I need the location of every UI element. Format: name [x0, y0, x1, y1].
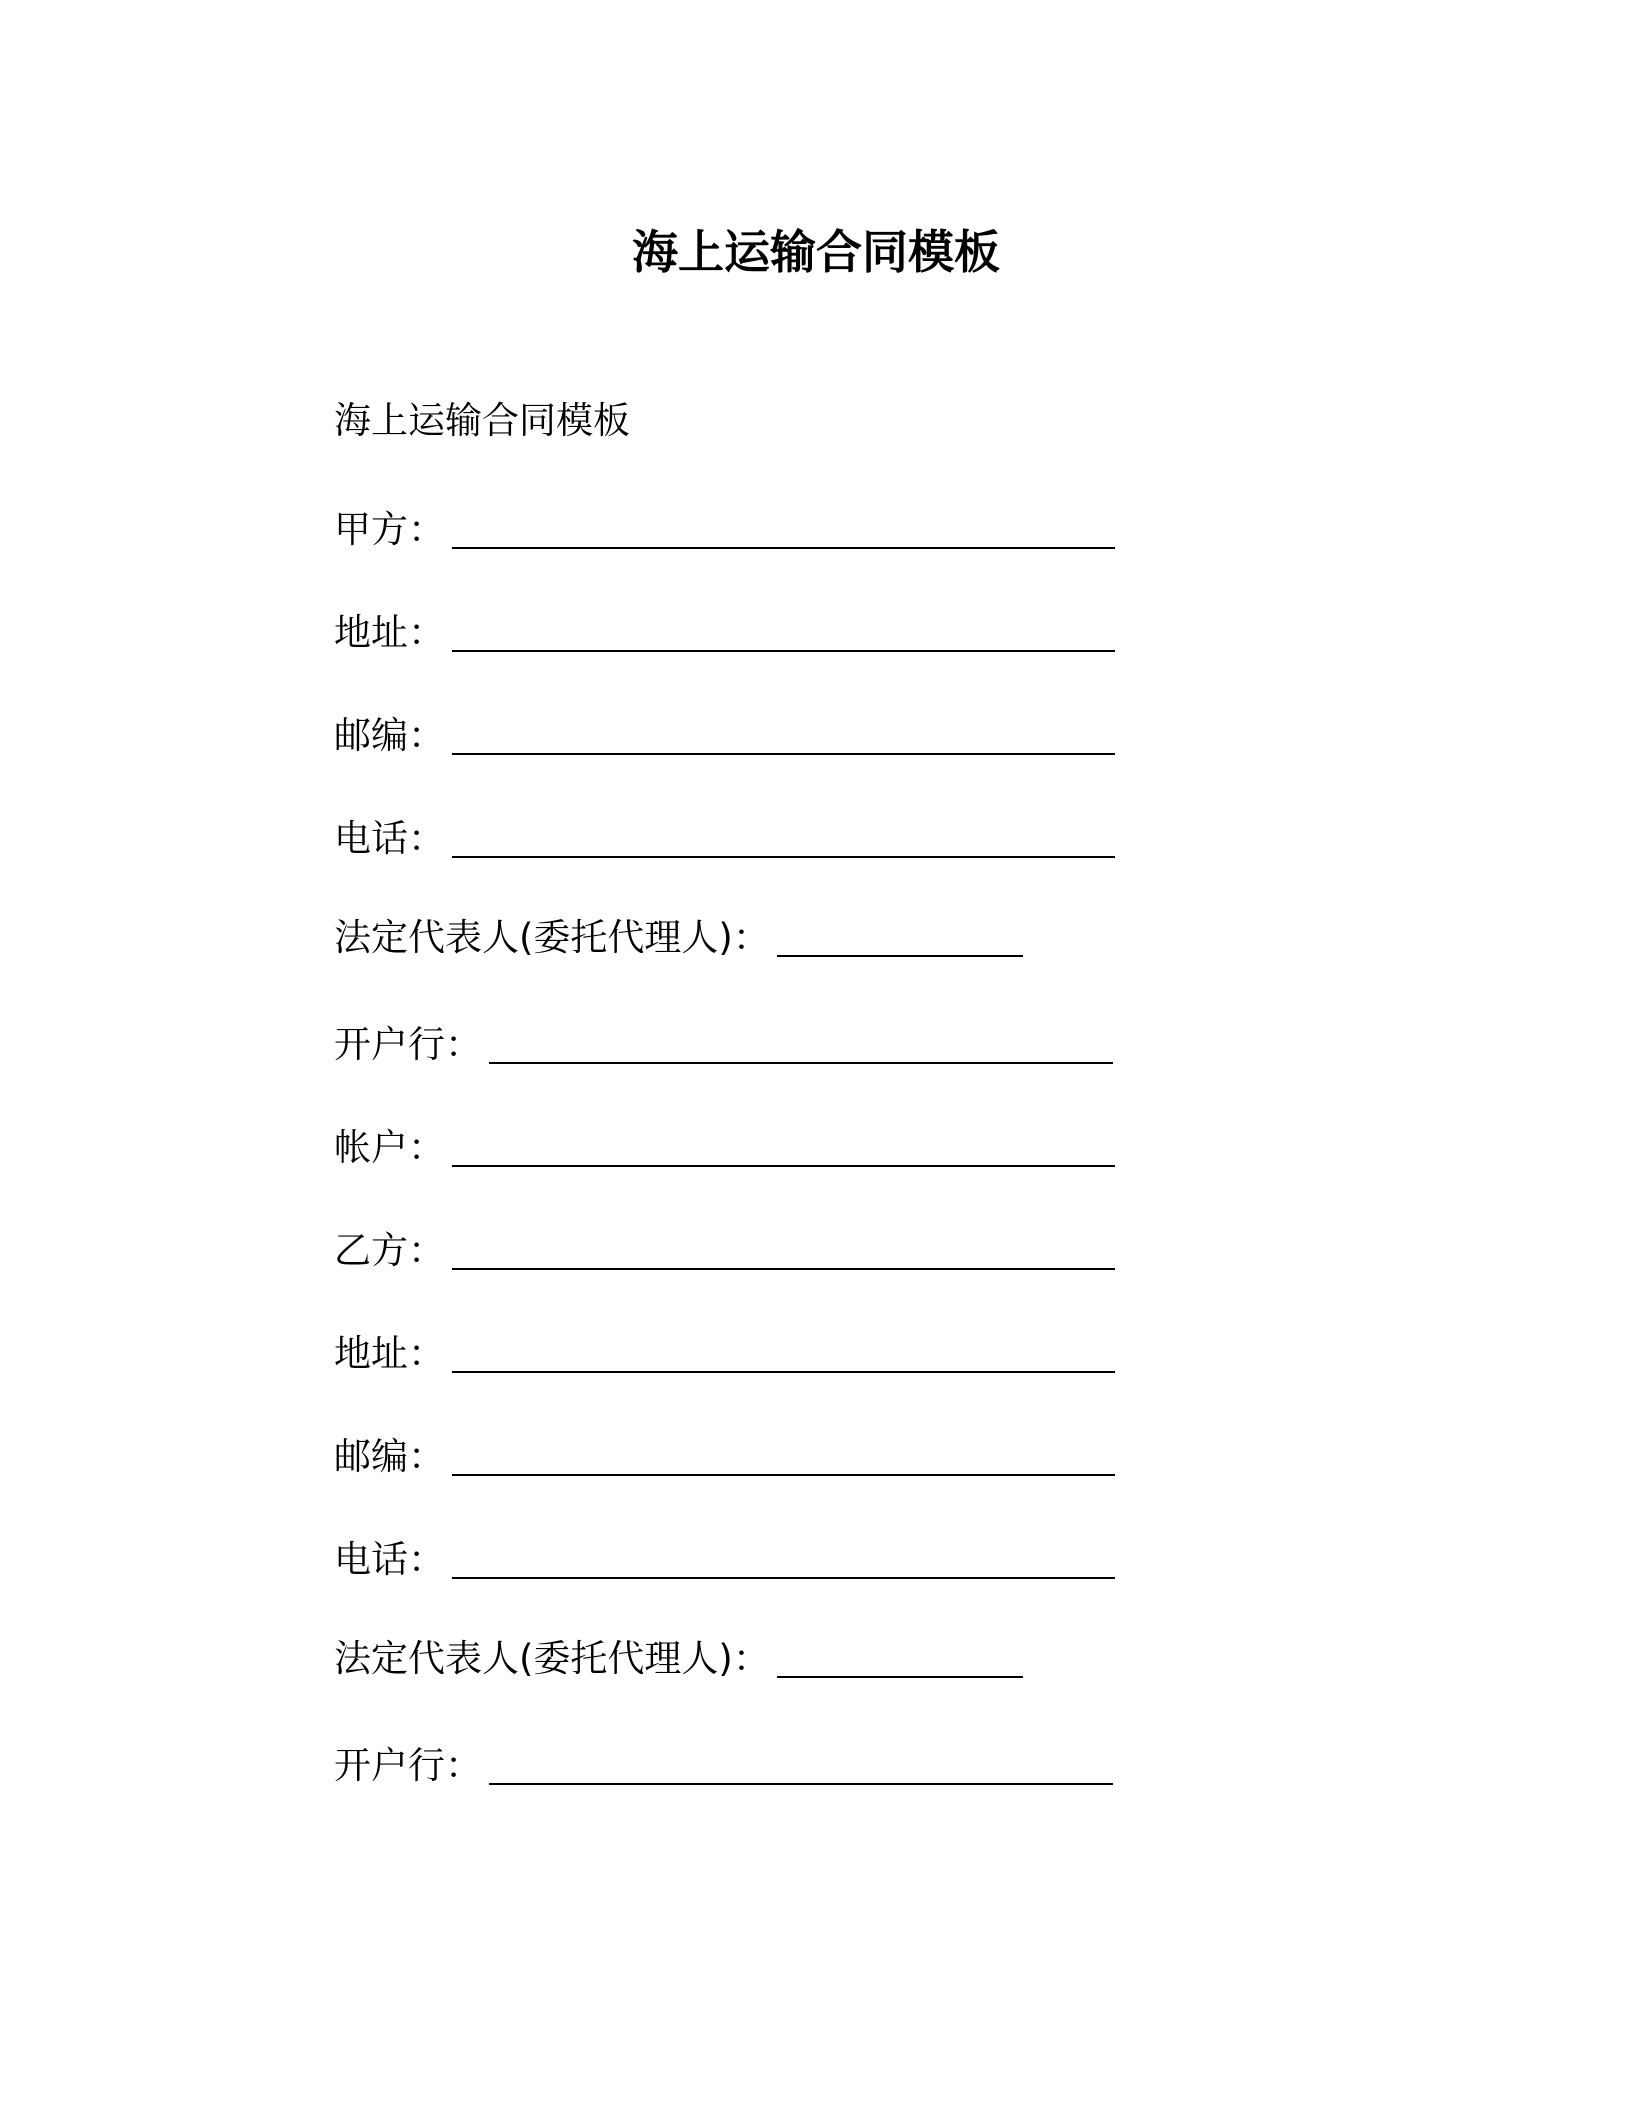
field-label: 开户行 — [334, 1744, 445, 1787]
document-subtitle: 海上运输合同模板 — [334, 399, 630, 442]
fill-in-blank — [777, 1676, 1023, 1678]
field-colon: ： — [408, 1538, 445, 1581]
document-title: 海上运输合同模板 — [632, 225, 1000, 279]
fill-in-blank — [452, 650, 1115, 652]
field-label: 开户行 — [334, 1023, 445, 1066]
fill-in-blank — [452, 1474, 1115, 1476]
field-party-a-address — [334, 608, 1115, 658]
field-party-a-bank — [334, 1020, 1113, 1070]
field-party-b-bank — [334, 1741, 1113, 1791]
field-party-a-representative — [334, 913, 1023, 963]
field-label: 邮编 — [334, 1435, 408, 1478]
field-party-b-phone — [334, 1535, 1115, 1585]
field-party-a-postcode — [334, 711, 1115, 761]
field-party-b-postcode — [334, 1432, 1115, 1482]
fill-in-blank — [452, 1371, 1115, 1373]
field-colon: ： — [408, 1126, 445, 1169]
fill-in-blank — [452, 856, 1115, 858]
field-label: 乙方 — [334, 1229, 408, 1272]
field-party-a — [334, 505, 1115, 555]
field-label: 电话 — [334, 817, 408, 860]
field-label: 地址 — [334, 611, 408, 654]
field-colon: ： — [445, 1023, 482, 1066]
field-label: 法定代表人(委托代理人) — [334, 1637, 733, 1680]
field-party-a-phone — [334, 814, 1115, 864]
field-colon: ： — [408, 714, 445, 757]
fill-in-blank — [452, 753, 1115, 755]
field-colon: ： — [408, 611, 445, 654]
field-party-b-address — [334, 1329, 1115, 1379]
field-label: 法定代表人(委托代理人) — [334, 916, 733, 959]
field-colon: ： — [445, 1744, 482, 1787]
field-colon: ： — [408, 1229, 445, 1272]
field-colon: ： — [408, 1332, 445, 1375]
field-colon: ： — [408, 508, 445, 551]
fill-in-blank — [452, 1165, 1115, 1167]
fill-in-blank — [777, 955, 1023, 957]
field-label: 地址 — [334, 1332, 408, 1375]
field-colon: ： — [732, 916, 770, 959]
fill-in-blank — [452, 1268, 1115, 1270]
field-label: 邮编 — [334, 714, 408, 757]
field-colon: ： — [408, 817, 445, 860]
field-party-b-representative — [334, 1634, 1023, 1684]
field-label: 电话 — [334, 1538, 408, 1581]
field-party-a-account — [334, 1123, 1115, 1173]
fill-in-blank — [489, 1783, 1113, 1785]
field-label: 甲方 — [334, 508, 408, 551]
field-colon: ： — [408, 1435, 445, 1478]
fill-in-blank — [452, 547, 1115, 549]
field-colon: ： — [732, 1637, 770, 1680]
field-party-b — [334, 1226, 1115, 1276]
field-label: 帐户 — [334, 1126, 408, 1169]
fill-in-blank — [489, 1062, 1113, 1064]
fill-in-blank — [452, 1577, 1115, 1579]
